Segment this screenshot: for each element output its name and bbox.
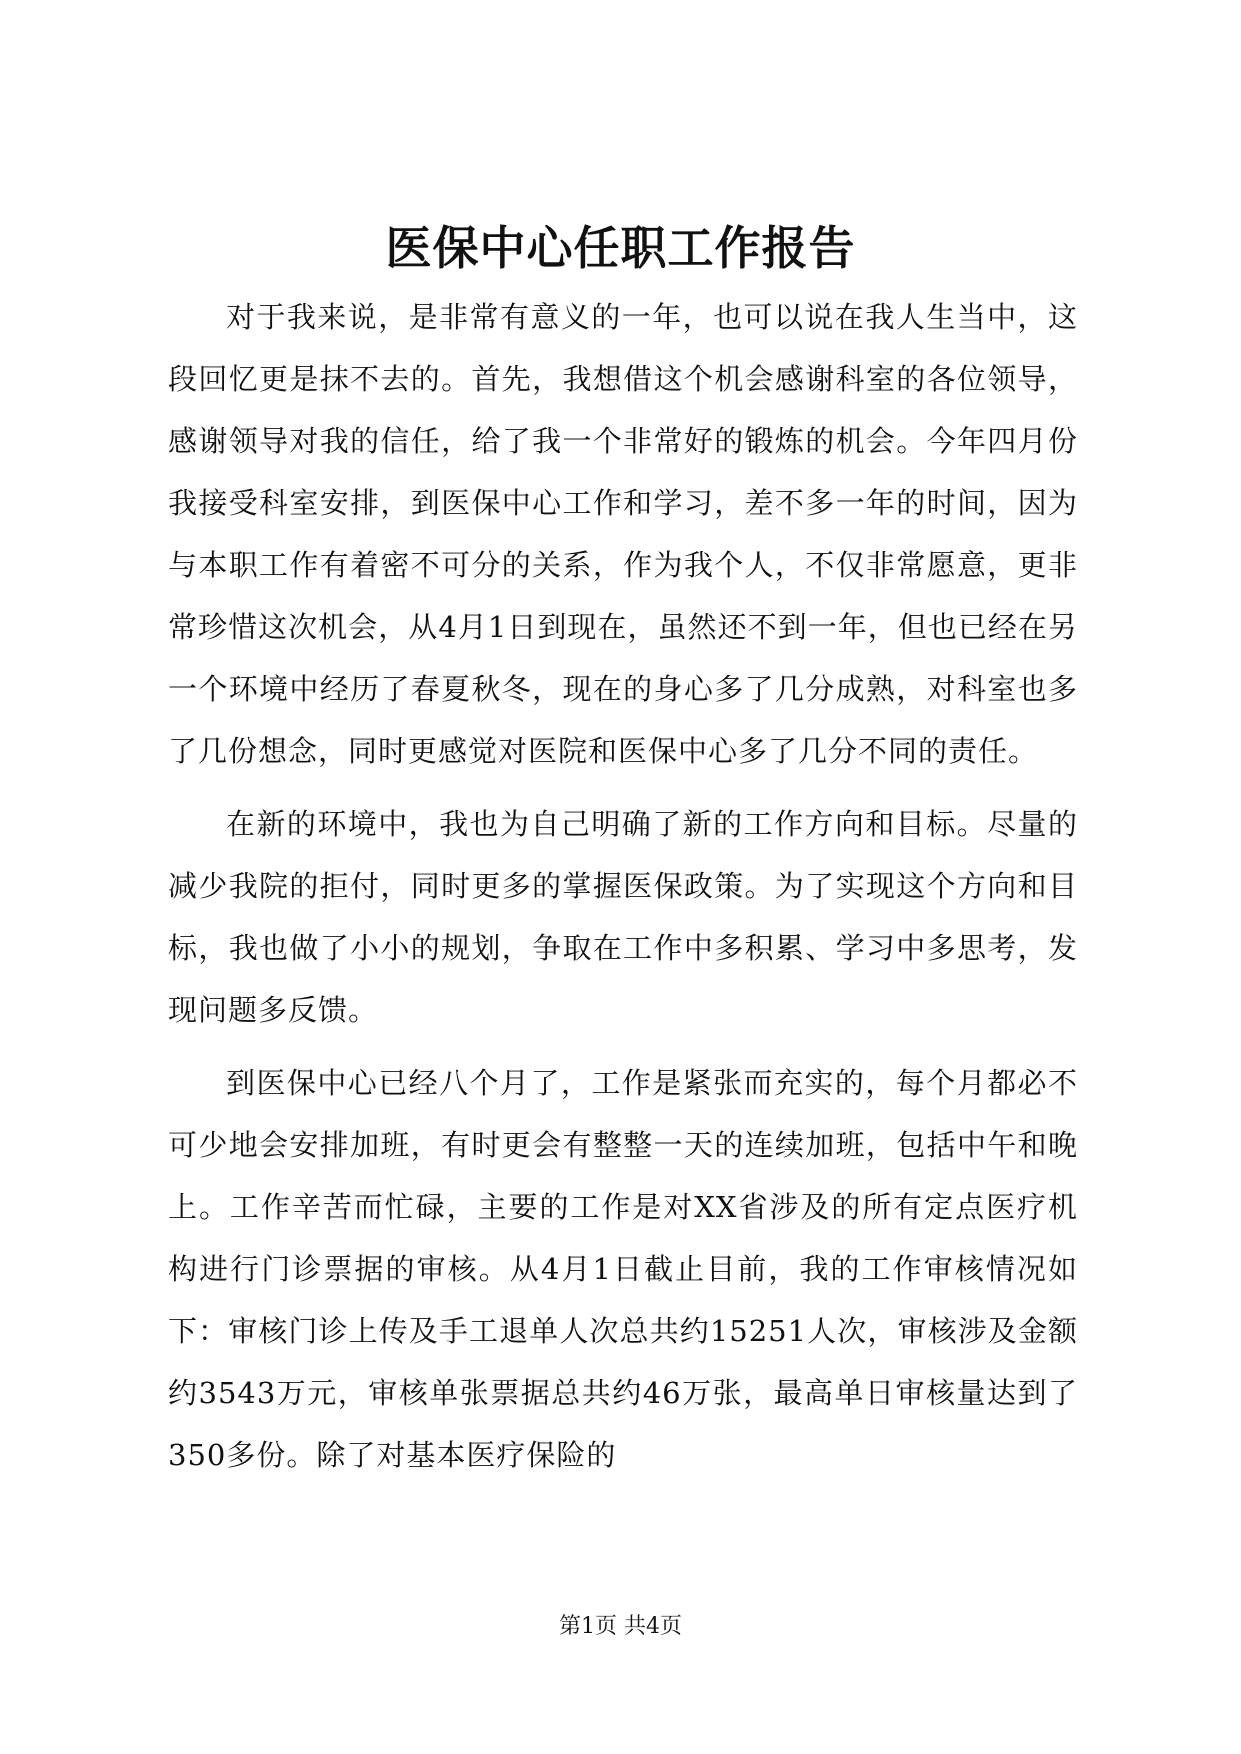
- document-title: 医保中心任职工作报告: [385, 221, 856, 275]
- page-footer: 第1页 共4页: [559, 1614, 682, 1639]
- paragraph-3: 到医保中心已经八个月了，工作是紧张而充实的，每个月都必不可少地会安排加班，有时更会有整整一天的连续加班，包括中午和晚上。工作辛苦而忙碌，主要的工作是对XX省涉及的所有定点医疗机构进行门诊票据的审核。从4月1日截止目前，我的工作审核情况如下：审核门诊上传及手工退单人次总共约15251人次，审核涉及金额约3543万元，审核单张票据总共约46万张，最高单日审核量达到了350多份。除了对基本医疗保险的: [168, 1066, 1078, 1472]
- paragraph-1: 对于我来说，是非常有意义的一年，也可以说在我人生当中，这段回忆更是抹不去的。首先，我想借这个机会感谢科室的各位领导，感谢领导对我的信任，给了我一个非常好的锻炼的机会。今年四月份我接受科室安排，到医保中心工作和学习，差不多一年的时间，因为与本职工作有着密不可分的关系，作为我个人，不仅非常愿意，更非常珍惜这次机会，从4月1日到现在，虽然还不到一年，但也已经在另一个环境中经历了春夏秋冬，现在的身心多了几分成熟，对科室也多了几份想念，同时更感觉对医院和医保中心多了几分不同的责任。: [168, 300, 1078, 768]
- paragraph-2: 在新的环境中，我也为自己明确了新的工作方向和目标。尽量的减少我院的拒付，同时更多的掌握医保政策。为了实现这个方向和目标，我也做了小小的规划，争取在工作中多积累、学习中多思考，发现问题多反馈。: [168, 807, 1078, 1027]
- document-body: [168, 286, 1078, 1497]
